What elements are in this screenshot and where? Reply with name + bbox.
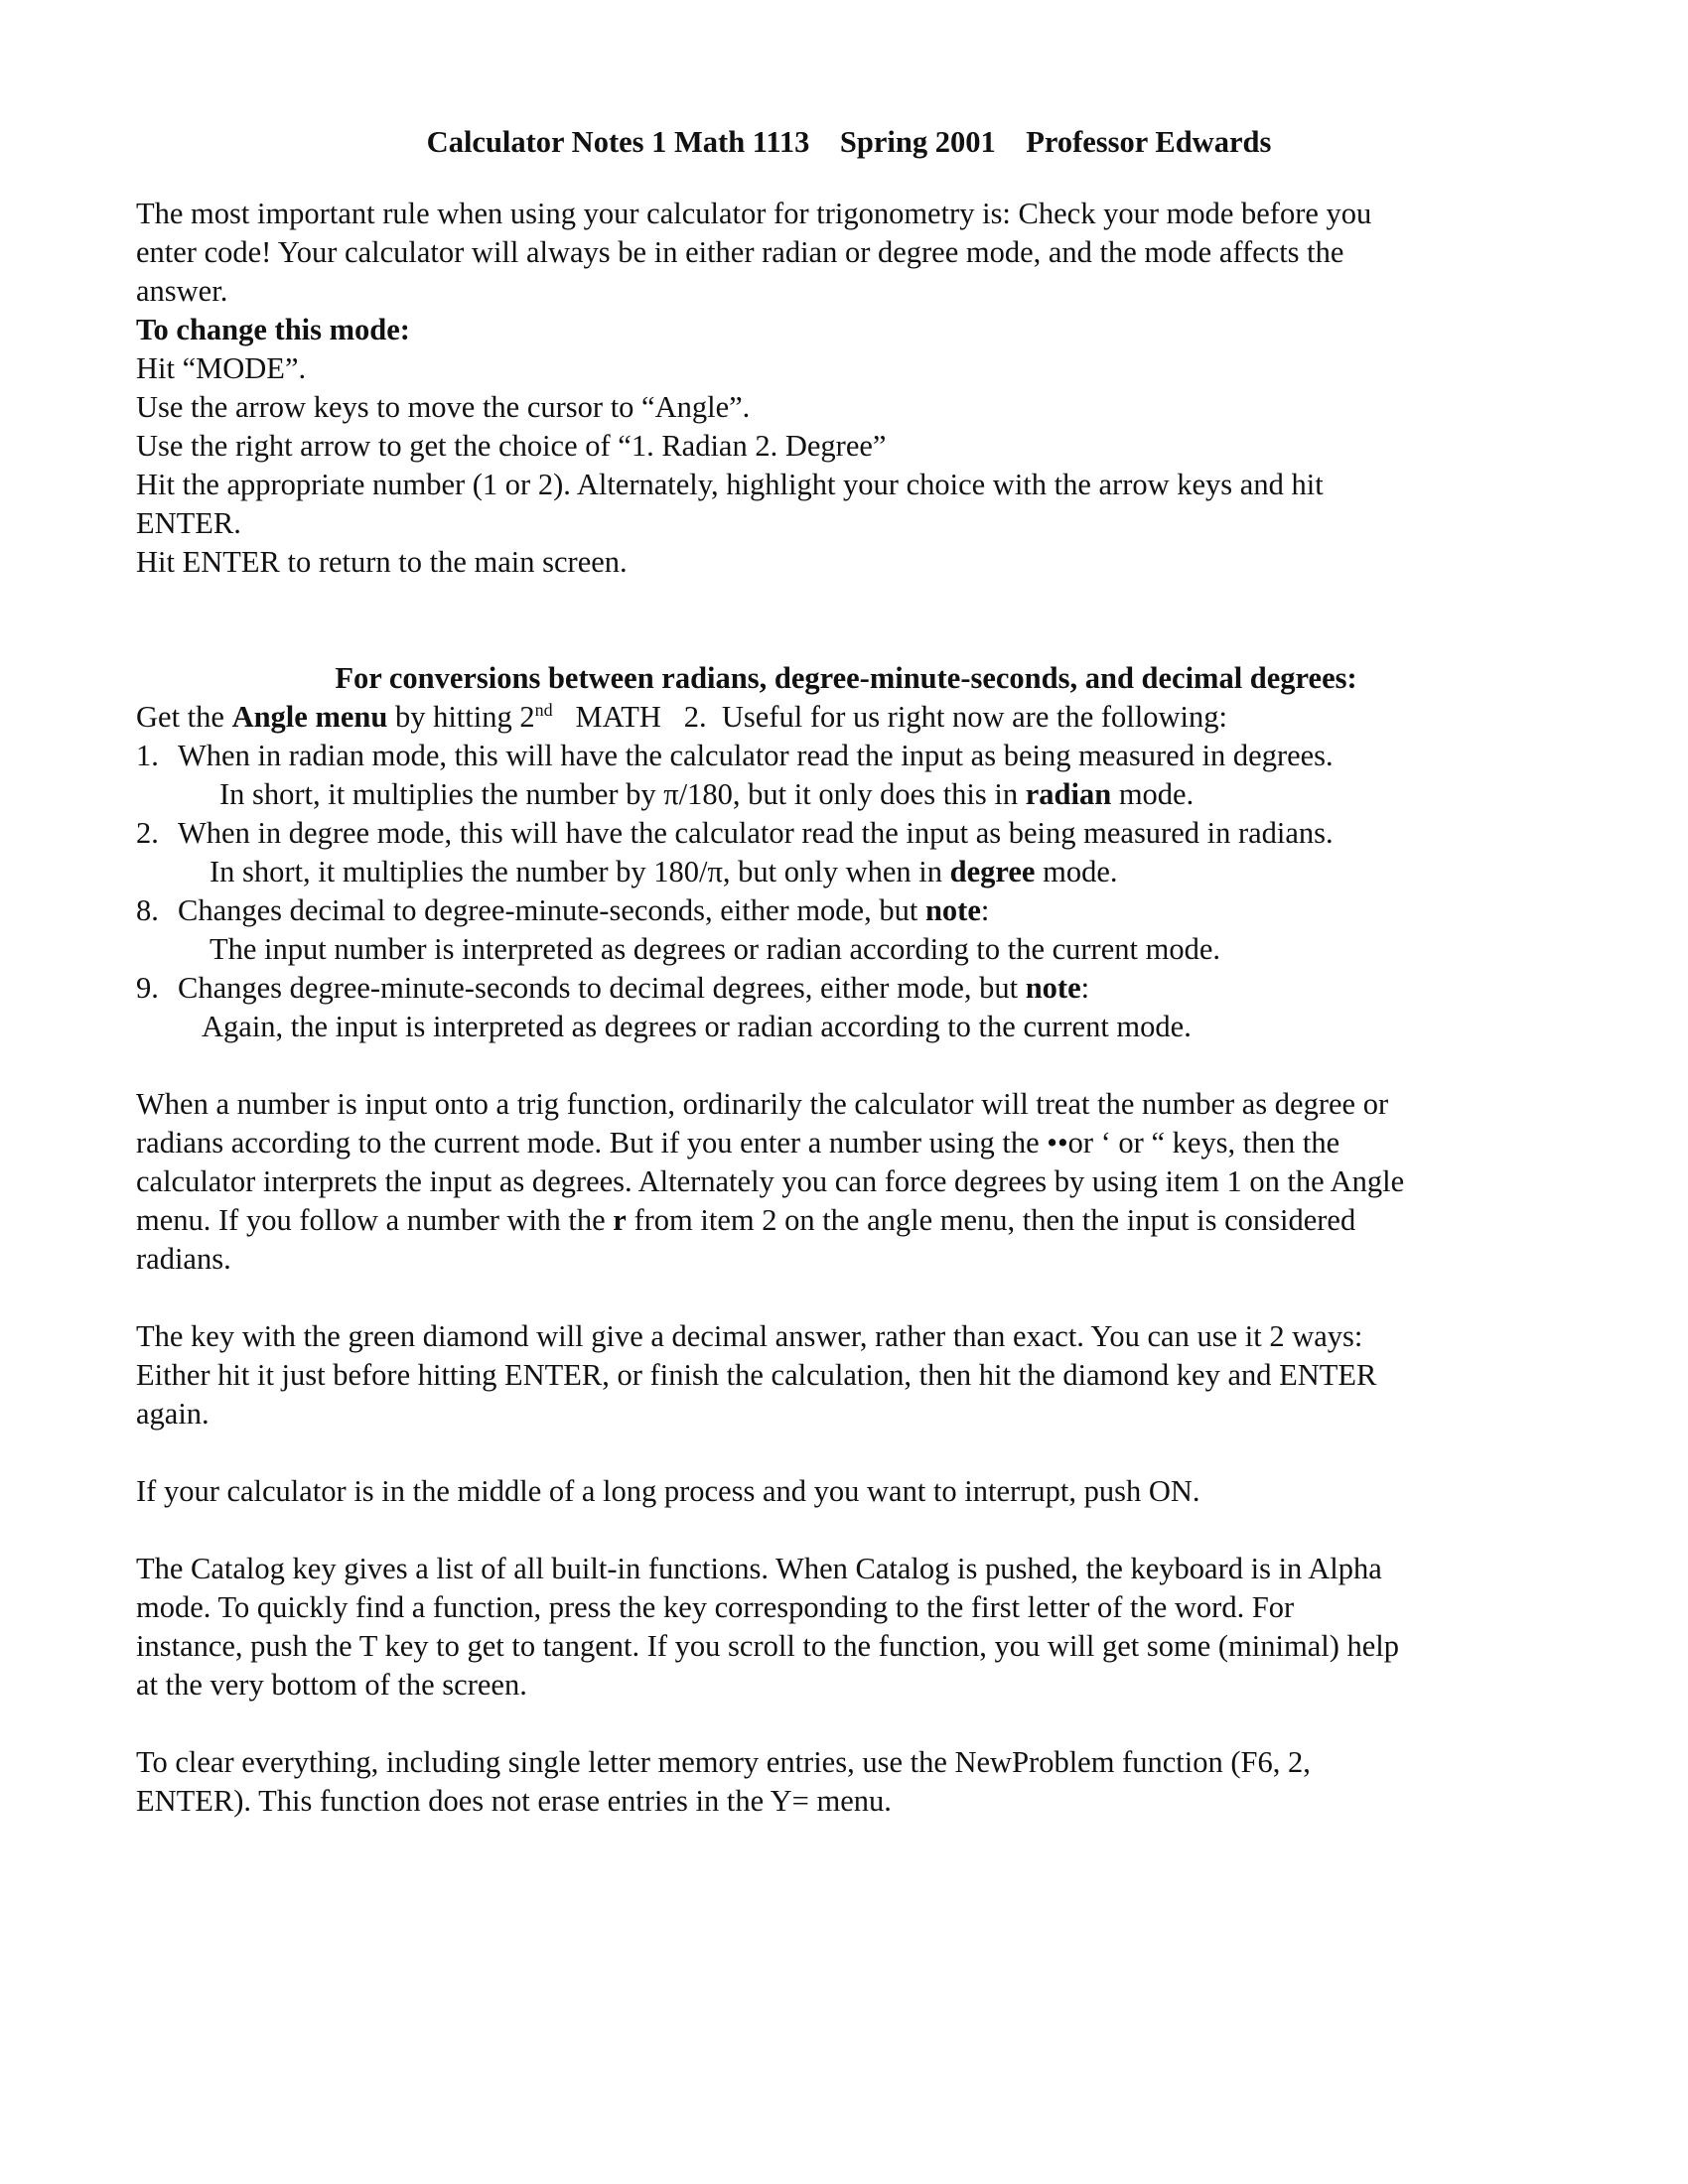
list-item: 2. When in degree mode, this will have the calculator read the input as being measured in radians. — [136, 814, 1556, 853]
mode-step: Hit “MODE”. — [136, 351, 307, 385]
title-professor: Professor Edwards — [1026, 125, 1272, 159]
list-item: 9. Changes degree-minute-seconds to decimal degrees, either mode, but note: — [136, 969, 1556, 1008]
conversions-intro: Get the Angle menu by hitting 2nd MATH 2. Useful for us right now are the following: — [136, 699, 1227, 734]
list-continuation: Again, the input is interpreted as degrees or radian according to the current mode. — [202, 1010, 1192, 1043]
title-course: Calculator Notes 1 Math 1113 — [426, 125, 810, 159]
mode-step: ENTER. — [136, 506, 241, 540]
list-number: 8. — [136, 893, 159, 927]
document-page — [136, 123, 1556, 1859]
document-title — [136, 123, 1556, 162]
trig-paragraph: When a number is input onto a trig function, ordinarily the calculator will treat the number as degree or radians according to the current mode. But if you enter a number using the ••or ‘ or “ keys, then the calculator interprets the input as degrees. Alternately you can force degrees by using item 1 on the Angle menu. If you follow a number with the r from item 2 on the angle menu, then the input is considered radians. — [136, 1087, 1405, 1276]
list-continuation: In short, it multiplies the number by 180/π, but only when in degree mode. — [210, 855, 1118, 888]
diamond-paragraph: The key with the green diamond will give a decimal answer, rather than exact. You can use it 2 ways: Either hit it just before hitting ENTER, or finish the calculation, then hit the diamond key and ENTER again. — [136, 1319, 1377, 1431]
mode-step: Hit ENTER to return to the main screen. — [136, 545, 628, 579]
mode-step: Hit the appropriate number (1 or 2). Alternately, highlight your choice with the arrow keys and hit — [136, 468, 1324, 501]
title-term: Spring 2001 — [839, 125, 996, 159]
intro-line: enter code! Your calculator will always be in either radian or degree mode, and the mode affects the — [136, 235, 1344, 269]
list-continuation: The input number is interpreted as degrees or radian according to the current mode. — [210, 932, 1220, 966]
list-continuation: In short, it multiplies the number by π/180, but it only does this in radian mode. — [219, 777, 1195, 811]
intro-line: The most important rule when using your calculator for trigonometry is: Check your mode before you — [136, 197, 1372, 230]
list-number: 2. — [136, 816, 159, 850]
clear-paragraph: To clear everything, including single letter memory entries, use the NewProblem function (F6, 2, ENTER). This function does not erase entries in the Y= menu. — [136, 1745, 1311, 1818]
mode-step: Use the right arrow to get the choice of “1. Radian 2. Degree” — [136, 429, 887, 463]
interrupt-paragraph: If your calculator is in the middle of a long process and you want to interrupt, push ON. — [136, 1474, 1200, 1508]
catalog-paragraph: The Catalog key gives a list of all built-in functions. When Catalog is pushed, the keyboard is in Alpha mode. To quickly find a function, press the key corresponding to the first letter of the word. For instance, push the T key to get to tangent. If you scroll to the function, you will get some (minimal) help at the very bottom of the screen. — [136, 1552, 1400, 1702]
angle-menu-label: Angle menu — [231, 700, 388, 734]
conversions-section — [136, 698, 1556, 1046]
intro-line: answer. — [136, 274, 228, 308]
list-item: 8. Changes decimal to degree-minute-seconds, either mode, but note: — [136, 891, 1556, 930]
intro-paragraph — [136, 195, 1556, 311]
mode-step: Use the arrow keys to move the cursor to “Angle”. — [136, 390, 751, 424]
list-item: 1. When in radian mode, this will have the calculator read the input as being measured in degrees. — [136, 737, 1556, 775]
mode-heading: To change this mode: — [136, 313, 410, 346]
list-number: 9. — [136, 971, 159, 1005]
conversions-heading: For conversions between radians, degree-minute-seconds, and decimal degrees: — [335, 661, 1357, 695]
list-number: 1. — [136, 739, 159, 772]
mode-section — [136, 311, 1556, 582]
